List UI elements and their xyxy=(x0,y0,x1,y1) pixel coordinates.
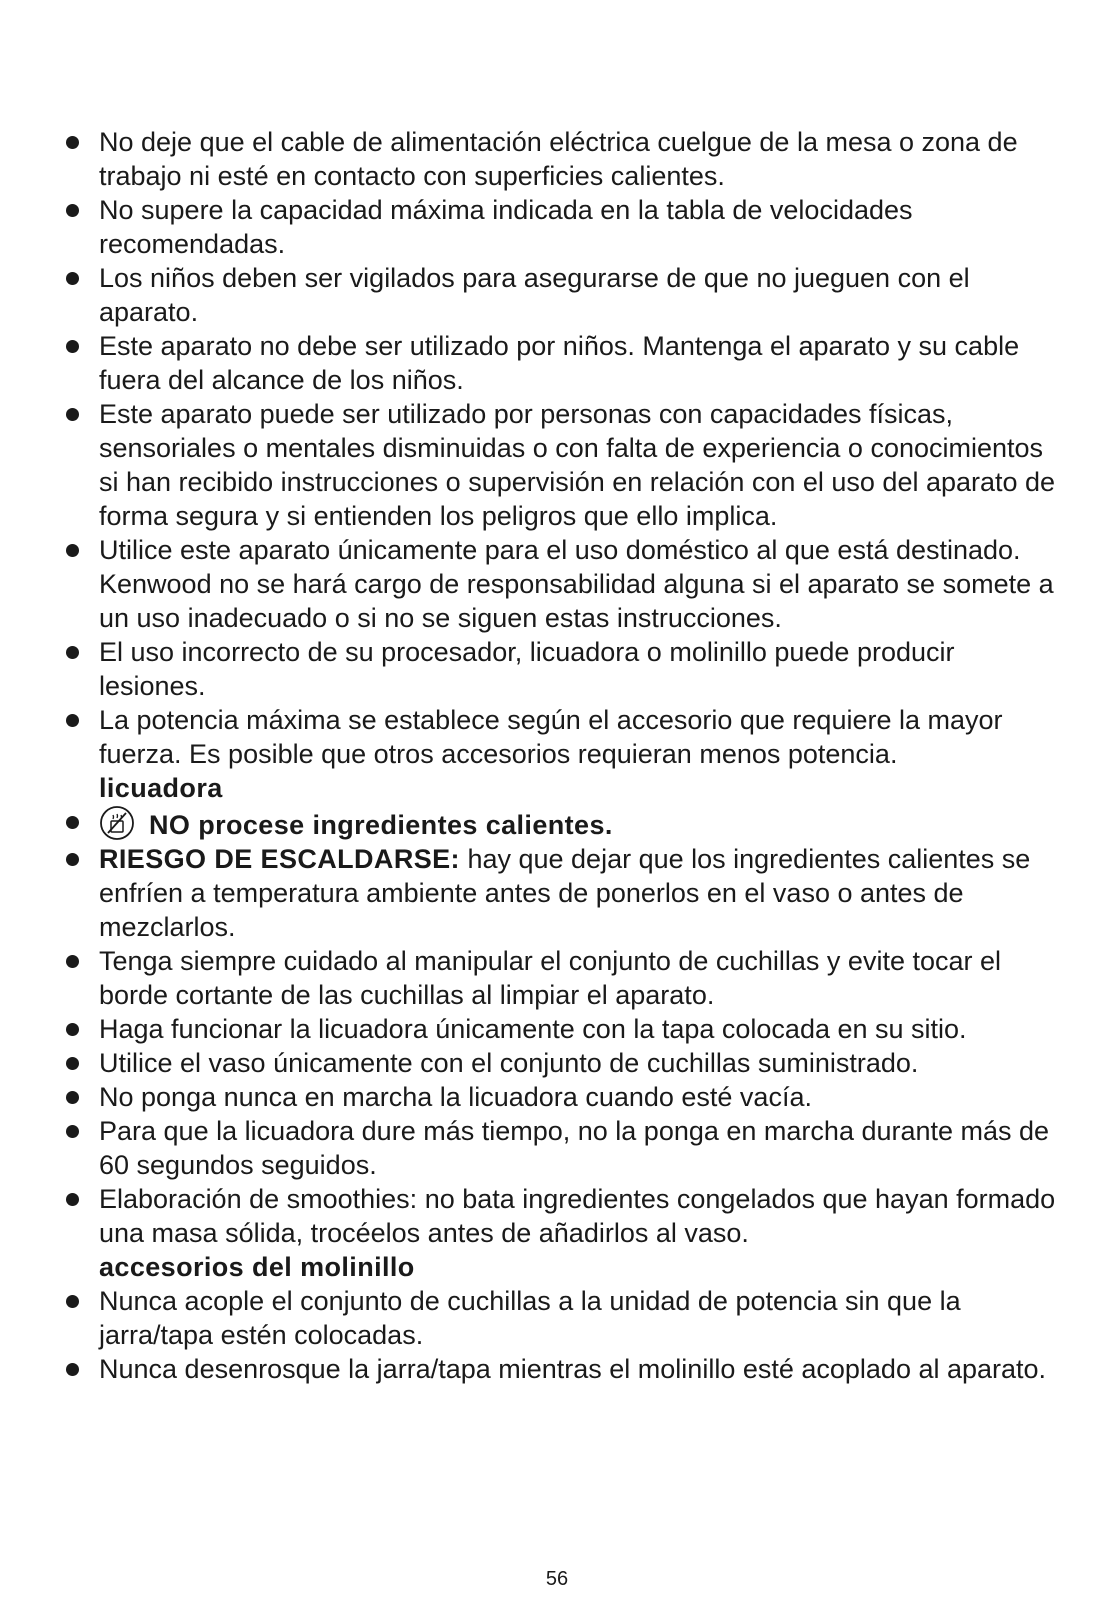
bullet-text: No ponga nunca en marcha la licuadora cuando esté vacía. xyxy=(99,1082,812,1112)
bullet-icon xyxy=(66,136,79,149)
bullet-icon xyxy=(66,1295,79,1308)
bullet-item xyxy=(62,635,1062,703)
bullet-text: Elaboración de smoothies: no bata ingredientes congelados que hayan formado una masa sólida, trocéelos antes de añadirlos al vaso. xyxy=(99,1184,1056,1248)
bullet-item xyxy=(62,842,1062,944)
bullet-icon xyxy=(66,408,79,421)
bullet-item xyxy=(62,1046,1062,1080)
bullet-item xyxy=(62,1012,1062,1046)
bullet-text: Este aparato no debe ser utilizado por niños. Mantenga el aparato y su cable fuera del alcance de los niños. xyxy=(99,331,1020,395)
bullet-item xyxy=(62,397,1062,533)
page-number: 56 xyxy=(545,1568,569,1590)
bullet-item xyxy=(62,329,1062,397)
bullet-text: NO procese ingredientes calientes. xyxy=(149,810,613,840)
bullet-item xyxy=(62,193,1062,261)
bullet-text: Este aparato puede ser utilizado por personas con capacidades físicas, sensoriales o mentales disminuidas o con falta de experiencia o conocimientos si han recibido instrucciones o supervisión en relación con el uso del aparato de forma segura y si entienden los peligros que ello implica. xyxy=(99,399,1056,531)
bullet-item xyxy=(62,703,1062,771)
bullet-item xyxy=(62,944,1062,1012)
section-heading: licuadora xyxy=(99,773,223,803)
bullet-item xyxy=(62,261,1062,329)
bullet-text: Para que la licuadora dure más tiempo, no la ponga en marcha durante más de 60 segundos seguidos. xyxy=(99,1116,1050,1180)
bullet-text: Utilice este aparato únicamente para el uso doméstico al que está destinado. Kenwood no se hará cargo de responsabilidad alguna si el aparato se somete a un uso inadecuado o si no se siguen estas instrucciones. xyxy=(99,535,1054,633)
bullet-icon xyxy=(66,340,79,353)
bullet-text: No deje que el cable de alimentación eléctrica cuelgue de la mesa o zona de trabajo ni esté en contacto con superficies calientes. xyxy=(99,127,1018,191)
bullet-icon xyxy=(66,955,79,968)
bullet-icon xyxy=(66,853,79,866)
hot-ingredients-warning-icon xyxy=(99,805,135,841)
bullet-icon xyxy=(66,1023,79,1036)
bullet-icon xyxy=(66,1363,79,1376)
bullet-icon xyxy=(66,1091,79,1104)
bullet-text: No supere la capacidad máxima indicada en la tabla de velocidades recomendadas. xyxy=(99,195,913,259)
bullet-text: La potencia máxima se establece según el accesorio que requiere la mayor fuerza. Es posible que otros accesorios requieran menos potencia. xyxy=(99,705,1003,769)
bullet-lead-text: RIESGO DE ESCALDARSE: xyxy=(99,844,460,874)
bullet-text: Nunca acople el conjunto de cuchillas a la unidad de potencia sin que la jarra/tapa estén colocadas. xyxy=(99,1286,961,1350)
bullet-text: El uso incorrecto de su procesador, licuadora o molinillo puede producir lesiones. xyxy=(99,637,955,701)
bullet-icon xyxy=(66,646,79,659)
bullet-text: Tenga siempre cuidado al manipular el conjunto de cuchillas y evite tocar el borde cortante de las cuchillas al limpiar el aparato. xyxy=(99,946,1002,1010)
bullet-icon xyxy=(66,272,79,285)
bullet-text: Haga funcionar la licuadora únicamente con la tapa colocada en su sitio. xyxy=(99,1014,967,1044)
bullet-icon xyxy=(66,204,79,217)
bullet-icon xyxy=(66,1193,79,1206)
bullet-icon xyxy=(66,1125,79,1138)
page-content xyxy=(62,125,1062,1386)
bullet-icon xyxy=(66,1057,79,1070)
bullet-item xyxy=(62,805,1062,842)
section-heading: accesorios del molinillo xyxy=(99,1252,415,1282)
bullet-icon xyxy=(66,816,79,829)
bullet-text: Nunca desenrosque la jarra/tapa mientras el molinillo esté acoplado al aparato. xyxy=(99,1354,1047,1384)
bullet-item xyxy=(62,125,1062,193)
bullet-item xyxy=(62,1080,1062,1114)
bullet-item xyxy=(62,1182,1062,1250)
bullet-item xyxy=(62,1284,1062,1352)
bullet-item xyxy=(62,1352,1062,1386)
bullet-text: Utilice el vaso únicamente con el conjunto de cuchillas suministrado. xyxy=(99,1048,919,1078)
bullet-text: Los niños deben ser vigilados para asegurarse de que no jueguen con el aparato. xyxy=(99,263,970,327)
bullet-text: hay que dejar que los ingredientes calientes se enfríen a temperatura ambiente antes de ponerlos en el vaso o antes de mezclarlos. xyxy=(99,844,1031,942)
bullet-item xyxy=(62,533,1062,635)
bullet-item xyxy=(62,1114,1062,1182)
bullet-icon xyxy=(66,714,79,727)
bullet-icon xyxy=(66,544,79,557)
